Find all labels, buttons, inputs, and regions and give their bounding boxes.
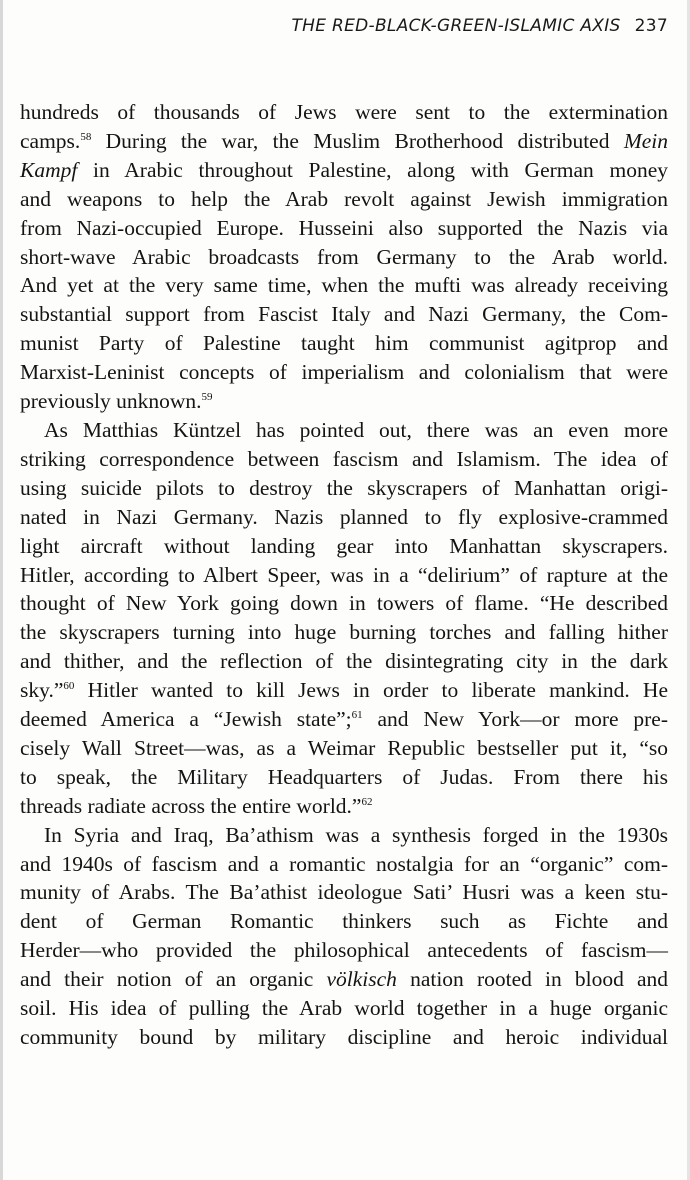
text-line	[20, 156, 668, 185]
text-line	[20, 965, 668, 994]
footnote-ref: 62	[361, 795, 373, 808]
text-span: and thither, and the reflection of the disintegrating city in the dark	[20, 649, 668, 674]
text-span: As Matthias Küntzel has pointed out, there was an even more	[44, 417, 668, 442]
text-span: and weapons to help the Arab revolt against Jewish immigration	[20, 186, 668, 211]
text-span: the skyscrapers turning into huge burning torches and falling hither	[20, 620, 668, 645]
text-line	[20, 589, 668, 618]
text-span: nated in Nazi Germany. Nazis planned to fly explosive-crammed	[20, 504, 668, 529]
text-span: and 1940s of fascism and a romantic nostalgia for an “organic” com-	[20, 851, 668, 876]
footnote-ref: 59	[201, 391, 213, 404]
text-line	[20, 792, 668, 821]
text-span: hundreds of thousands of Jews were sent to the extermination	[20, 100, 668, 124]
text-line	[20, 618, 668, 647]
paragraph	[20, 98, 668, 416]
text-line	[20, 561, 668, 590]
text-line	[20, 705, 668, 734]
text-span: Marxist-Leninist concepts of imperialism and colonialism that were	[20, 360, 668, 385]
text-line	[20, 647, 668, 676]
text-span: Hitler, according to Albert Speer, was in a “delirium” of rapture at the	[20, 562, 668, 587]
text-span: using suicide pilots to destroy the skyscrapers of Manhattan origi-	[20, 475, 668, 500]
text-line	[20, 734, 668, 763]
text-span: Hitler wanted to kill Jews in order to liberate mankind. He	[74, 678, 668, 703]
text-span: striking correspondence between fascism and Islamism. The idea of	[20, 446, 668, 471]
text-line	[20, 300, 668, 329]
text-line	[20, 98, 668, 127]
text-span: sky.”	[20, 678, 64, 703]
body-text	[20, 98, 668, 1052]
text-line	[20, 243, 668, 272]
text-span: nation rooted in blood and	[396, 967, 669, 992]
text-span: threads radiate across the entire world.”	[20, 793, 362, 818]
text-span: community bound by military discipline and heroic individual	[20, 1025, 668, 1049]
text-span: And yet at the very same time, when the mufti was already receiving	[20, 273, 668, 298]
text-line	[20, 1023, 668, 1052]
text-span: dent of German Romantic thinkers such as Fichte and	[20, 909, 668, 934]
text-span: and New York—or more pre-	[362, 707, 668, 732]
footnote-ref: 61	[351, 709, 363, 722]
text-line	[20, 503, 668, 532]
italic-text: völkisch	[326, 967, 397, 992]
text-span: thought of New York going down in towers of flame. “He described	[20, 591, 668, 616]
paragraph	[20, 821, 668, 1052]
text-span: previously unknown.	[20, 389, 202, 414]
text-line	[20, 676, 668, 705]
text-span: and their notion of an organic	[20, 967, 327, 992]
text-line	[20, 474, 668, 503]
text-line	[20, 936, 668, 965]
text-line	[20, 387, 668, 416]
italic-text: Kampf	[20, 157, 78, 182]
text-span: Herder—who provided the philosophical antecedents of fascism—	[20, 938, 668, 963]
running-header	[291, 16, 668, 36]
text-line	[20, 878, 668, 907]
footnote-ref: 58	[80, 130, 92, 143]
page-edge-left	[0, 0, 3, 1180]
text-span: camps.	[20, 128, 81, 153]
text-line	[20, 850, 668, 879]
footnote-ref: 60	[63, 680, 75, 693]
text-span: munist Party of Palestine taught him communist agitprop and	[20, 331, 668, 356]
text-span: short-wave Arabic broadcasts from Germany to the Arab world.	[20, 244, 668, 269]
text-span: In Syria and Iraq, Ba’athism was a synthesis forged in the 1930s	[44, 822, 668, 847]
text-span: soil. His idea of pulling the Arab world together in a huge organic	[20, 996, 668, 1021]
text-line	[20, 416, 668, 445]
text-line	[20, 271, 668, 300]
text-span: During the war, the Muslim Brotherhood distributed	[91, 128, 624, 153]
text-line	[20, 214, 668, 243]
italic-text: Mein	[623, 128, 668, 153]
text-line	[20, 821, 668, 850]
text-span: cisely Wall Street—was, as a Weimar Republic bestseller put it, “so	[20, 735, 668, 760]
text-line	[20, 994, 668, 1023]
paragraph	[20, 416, 668, 821]
text-span: light aircraft without landing gear into Manhattan skyscrapers.	[20, 533, 668, 558]
page-number: 237	[634, 16, 668, 36]
text-line	[20, 445, 668, 474]
text-line	[20, 329, 668, 358]
text-line	[20, 532, 668, 561]
text-span: munity of Arabs. The Ba’athist ideologue Sati’ Husri was a keen stu-	[20, 880, 668, 905]
text-line	[20, 185, 668, 214]
text-span: substantial support from Fascist Italy and Nazi Germany, the Com-	[20, 302, 668, 327]
text-line	[20, 763, 668, 792]
text-span: in Arabic throughout Palestine, along with German money	[77, 157, 668, 182]
text-span: from Nazi-occupied Europe. Husseini also supported the Nazis via	[20, 215, 668, 240]
text-span: to speak, the Military Headquarters of Judas. From there his	[20, 764, 668, 789]
text-line	[20, 127, 668, 156]
text-span: deemed America a “Jewish state”;	[20, 707, 352, 732]
text-line	[20, 358, 668, 387]
running-header-title: THE RED-BLACK-GREEN-ISLAMIC AXIS	[291, 16, 621, 36]
text-line	[20, 907, 668, 936]
